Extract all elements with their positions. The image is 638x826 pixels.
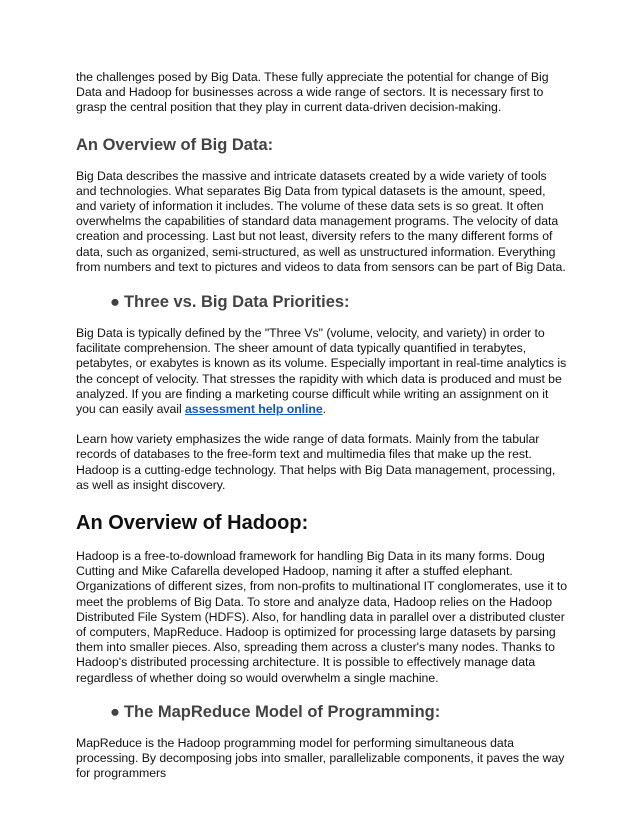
document-page <box>76 70 568 782</box>
heading-three-vs-text: Three vs. Big Data Priorities: <box>123 293 350 312</box>
intro-paragraph: the challenges posed by Big Data. These fully appreciate the potential for change of Big Data and Hadoop for businesses across a wide range of sectors. It is necessary first to grasp the central position that they play in current data-driven decision-making. <box>76 70 549 115</box>
three-vs-text: Big Data is typically defined by the "Three Vs" (volume, velocity, and variety) in order to facilitate comprehension. The sheer amount of data typically quantified in terabytes, petabytes, or exabytes is known as its volume. Especially important in real-time analytics is the concept of velocity. That stresses the rapidity with which data is produced and must be analyzed. If you are finding a marketing course difficult while writing an assignment on it you can easily avail <box>76 326 567 417</box>
heading-mapreduce-text: The MapReduce Model of Programming: <box>123 702 441 721</box>
big-data-paragraph: Big Data describes the massive and intricate datasets created by a wide variety of tools and technologies. What separates Big Data from typical datasets is the amount, speed, and variety of information it includes. The volume of these data sets is so great. It often overwhelms the capabilities of standard data management programs. The velocity of data creation and processing. Last but not least, diversity refers to the many different forms of data, such as organized, semi-structured, as well as unstructured information. Everything from numbers and text to pictures and videos to data from sensors can be part of Big Data. <box>76 168 566 274</box>
bullet-icon: ● <box>110 293 120 312</box>
three-vs-paragraph <box>76 326 568 417</box>
heading-overview-hadoop: An Overview of Hadoop: <box>76 512 309 535</box>
link-period: . <box>322 402 327 417</box>
assessment-help-link[interactable]: assessment help online <box>185 402 323 417</box>
variety-paragraph: Learn how variety emphasizes the wide range of data formats. Mainly from the tabular records of databases to the free-form text and multimedia files that make up the rest. Hadoop is a cutting-edge technology. That helps with Big Data management, processing, as well as insight discovery. <box>76 432 556 492</box>
heading-mapreduce <box>76 703 568 722</box>
bullet-icon: ● <box>110 702 120 721</box>
heading-three-vs <box>76 293 568 312</box>
heading-overview-big-data: An Overview of Big Data: <box>76 135 274 154</box>
mapreduce-paragraph: MapReduce is the Hadoop programming model for performing simultaneous data processing. By decomposing jobs into smaller, parallelizable components, it paves the way for programmers <box>76 735 565 781</box>
hadoop-paragraph: Hadoop is a free-to-download framework for handling Big Data in its many forms. Doug Cutting and Mike Cafarella developed Hadoop, naming it after a stuffed elephant. Organizations of different sizes, from non-profits to multinational IT conglomerates, use it to meet the problems of Big Data. To store and analyze data, Hadoop relies on the Hadoop Distributed File System (HDFS). Also, for handling data in parallel over a distributed cluster of computers, MapReduce. Hadoop is optimized for processing large datasets by parsing them into smaller pieces. Also, spreading them across a cluster's many nodes. Thanks to Hadoop's distributed processing architecture. It is possible to effectively manage data regardless of whether doing so would overwhelm a single machine. <box>76 549 568 685</box>
